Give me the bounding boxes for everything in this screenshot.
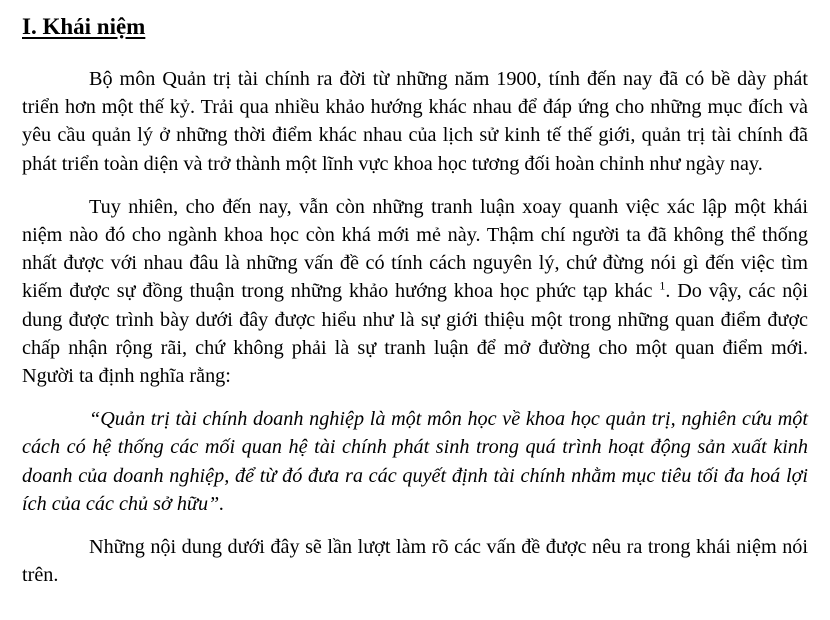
paragraph-closing: Những nội dung dưới đây sẽ lần lượt làm rõ các vấn đề được nêu ra trong khái niệm nói trên. [22, 536, 808, 587]
paragraph-debate-text-before: Tuy nhiên, cho đến nay, vẫn còn những tranh luận xoay quanh việc xác lập một khái niệm nào đó cho ngành khoa học còn khá mới mẻ này. Thậm chí người ta đã không thể thống nhất được với nhau đâu là những vấn đề có tính cách nguyên lý, chứ đừng nói gì đến việc tìm kiếm được sự đồng thuận trong những khảo hướng khoa học phức tạp khác [22, 195, 808, 303]
paragraph-debate [22, 193, 808, 390]
paragraph-debate-text-after: . Do vậy, các nội dung được trình bày dưới đây được hiểu như là sự giới thiệu một trong những quan điểm được chấp nhận rộng rãi, chứ không phải là sự tranh luận để mở đường cho một quan điểm mới. Người ta định nghĩa rằng: [22, 280, 808, 388]
section-heading: I. Khái niệm [22, 14, 146, 39]
definition-quote: “Quản trị tài chính doanh nghiệp là một môn học về khoa học quản trị, nghiên cứu một cách có hệ thống các mối quan hệ tài chính phát sinh trong quá trình hoạt động sản xuất kinh doanh của doanh nghiệp, để từ đó đưa ra các quyết định tài chính nhằm mục tiêu tối đa hoá lợi ích của các chủ sở hữu”. [22, 408, 808, 515]
document-page [22, 10, 808, 604]
paragraph-history: Bộ môn Quản trị tài chính ra đời từ những năm 1900, tính đến nay đã có bề dày phát triển hơn một thế kỷ. Trải qua nhiều khảo hướng khác nhau để đáp ứng cho những mục đích và yêu cầu quản lý ở những thời điểm khác nhau của lịch sử kinh tế thế giới, quản trị tài chính đã phát triển toàn diện và trở thành một lĩnh vực khoa học tương đối hoàn chỉnh như ngày nay. [22, 68, 808, 175]
footnote-marker: 1 [659, 278, 666, 293]
